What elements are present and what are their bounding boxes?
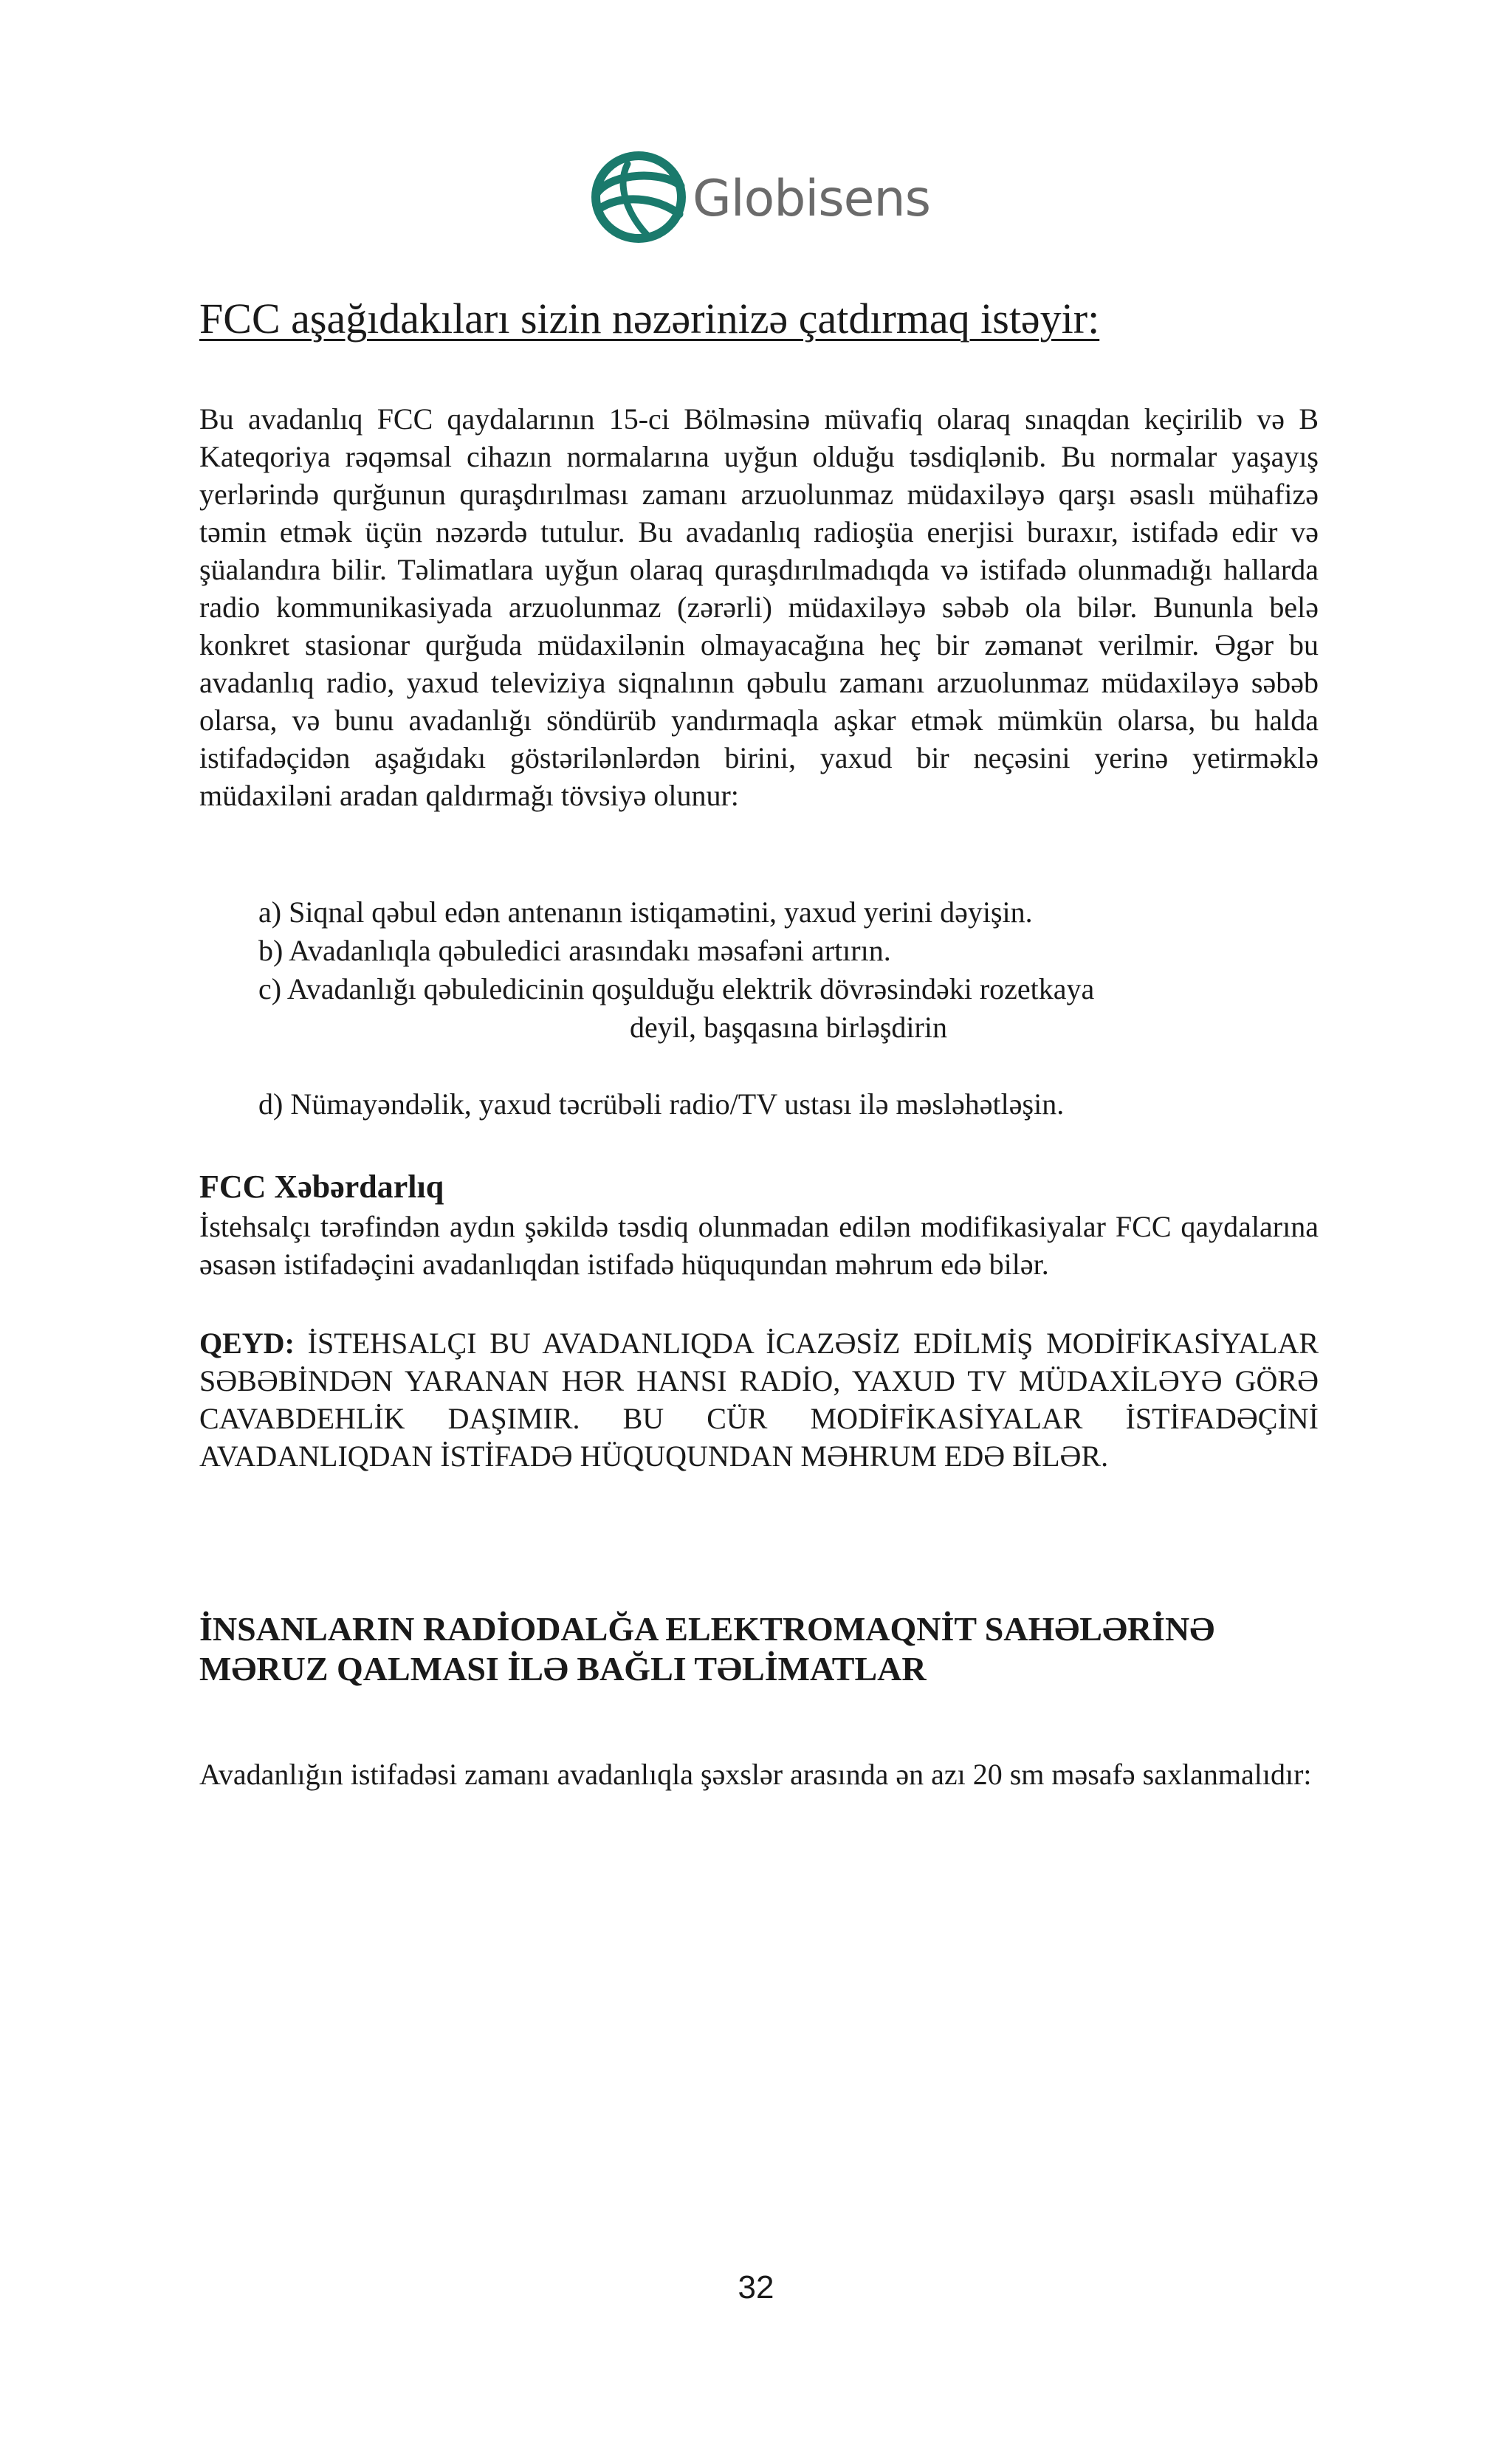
globisens-logo — [583, 142, 952, 252]
fcc-warning-text: İstehsalçı tərəfindən aydın şəkildə təsdiq olunmadan edilən modifikasiyalar FCC qaydalarına əsasən istifadəçini avadanlıqdan istifadə hüququndan məhrum edə bilər. — [199, 1210, 1319, 1281]
logo-brand-name: Globisens — [693, 170, 931, 228]
page-number: 32 — [738, 2269, 774, 2305]
intro-paragraph: Bu avadanlıq FCC qaydalarının 15-ci Bölməsinə müvafiq olaraq sınaqdan keçirilib və B Kateqoriya rəqəmsal cihazın normalarına uyğun olduğu təsdiqlənib. Bu normalar yaşayış yerlərində qurğunun quraşdırılması zamanı arzuolunmaz müdaxiləyə qarşı əsaslı mühafizə təmin etmək üçün nəzərdə tutulur. Bu avadanlıq radioşüa enerjisi buraxır, istifadə edir və şüalandıra bilir. Təlimatlara uyğun olaraq quraşdırılmadıqda və istifadə olunmadığı hallarda radio kommunikasiyada arzuolunmaz (zərərli) müdaxiləyə səbəb ola bilər. Bununla belə konkret stasionar qurğuda müdaxilənin olmayacağına heç bir zəmanət verilmir. Əgər bu avadanlıq radio, yaxud televiziya siqnalının qəbulu zamanı arzuolunmaz müdaxiləyə səbəb olarsa, və bunu avadanlığı söndürüb yandırmaqla aşkar etmək mümkün olarsa, bu halda istifadəçidən aşağıdakı göstərilənlərdən birini, yaxud bir neçəsini yerinə yetirməklə müdaxiləni aradan qaldırmağı tövsiyə olunur: — [199, 402, 1319, 812]
globe-swirl-icon — [583, 142, 694, 252]
list-item: a) Siqnal qəbul edən antenanın istiqamətini, yaxud yerini dəyişin. — [258, 895, 1033, 929]
rf-exposure-heading: İNSANLARIN RADİODALĞA ELEKTROMAQNİT SAHƏLƏRİNƏ MƏRUZ QALMASI İLƏ BAĞLI TƏLİMATLAR — [199, 1610, 1215, 1688]
list-item: c) Avadanlığı qəbuledicinin qoşulduğu elektrik dövrəsindəki rozetkaya — [258, 972, 1095, 1005]
fcc-warning-heading: FCC Xəbərdarlıq — [199, 1169, 444, 1205]
note-label: QEYD: — [199, 1327, 295, 1360]
note-text: İSTEHSALÇI BU AVADANLIQDA İCAZƏSİZ EDİLMİŞ MODİFİKASİYALAR SƏBƏBİNDƏN YARANAN HƏR HANSI RADİO, YAXUD TV MÜDAXİLƏYƏ GÖRƏ CAVABDEHLİK DAŞIMIR. BU CÜR MODİFİKASİYALAR İSTİFADƏÇİNİ AVADANLIQDAN İSTİFADƏ HÜQUQUNDAN MƏHRUM EDƏ BİLƏR. — [199, 1327, 1319, 1473]
rf-exposure-text: Avadanlığın istifadəsi zamanı avadanlıqla şəxslər arasında ən azı 20 sm məsafə saxlanmalıdır: — [199, 1758, 1312, 1791]
list-item-continuation: deyil, başqasına birləşdirin — [630, 1011, 947, 1044]
list-item: b) Avadanlıqla qəbuledici arasındakı məsafəni artırın. — [258, 934, 891, 967]
page-title: FCC aşağıdakıları sizin nəzərinizə çatdırmaq istəyir: — [199, 295, 1100, 343]
recommendation-list — [258, 893, 1319, 1124]
list-item: d) Nümayəndəlik, yaxud təcrübəli radio/TV ustası ilə məsləhətləşin. — [258, 1087, 1065, 1121]
note-paragraph — [199, 1324, 1319, 1475]
